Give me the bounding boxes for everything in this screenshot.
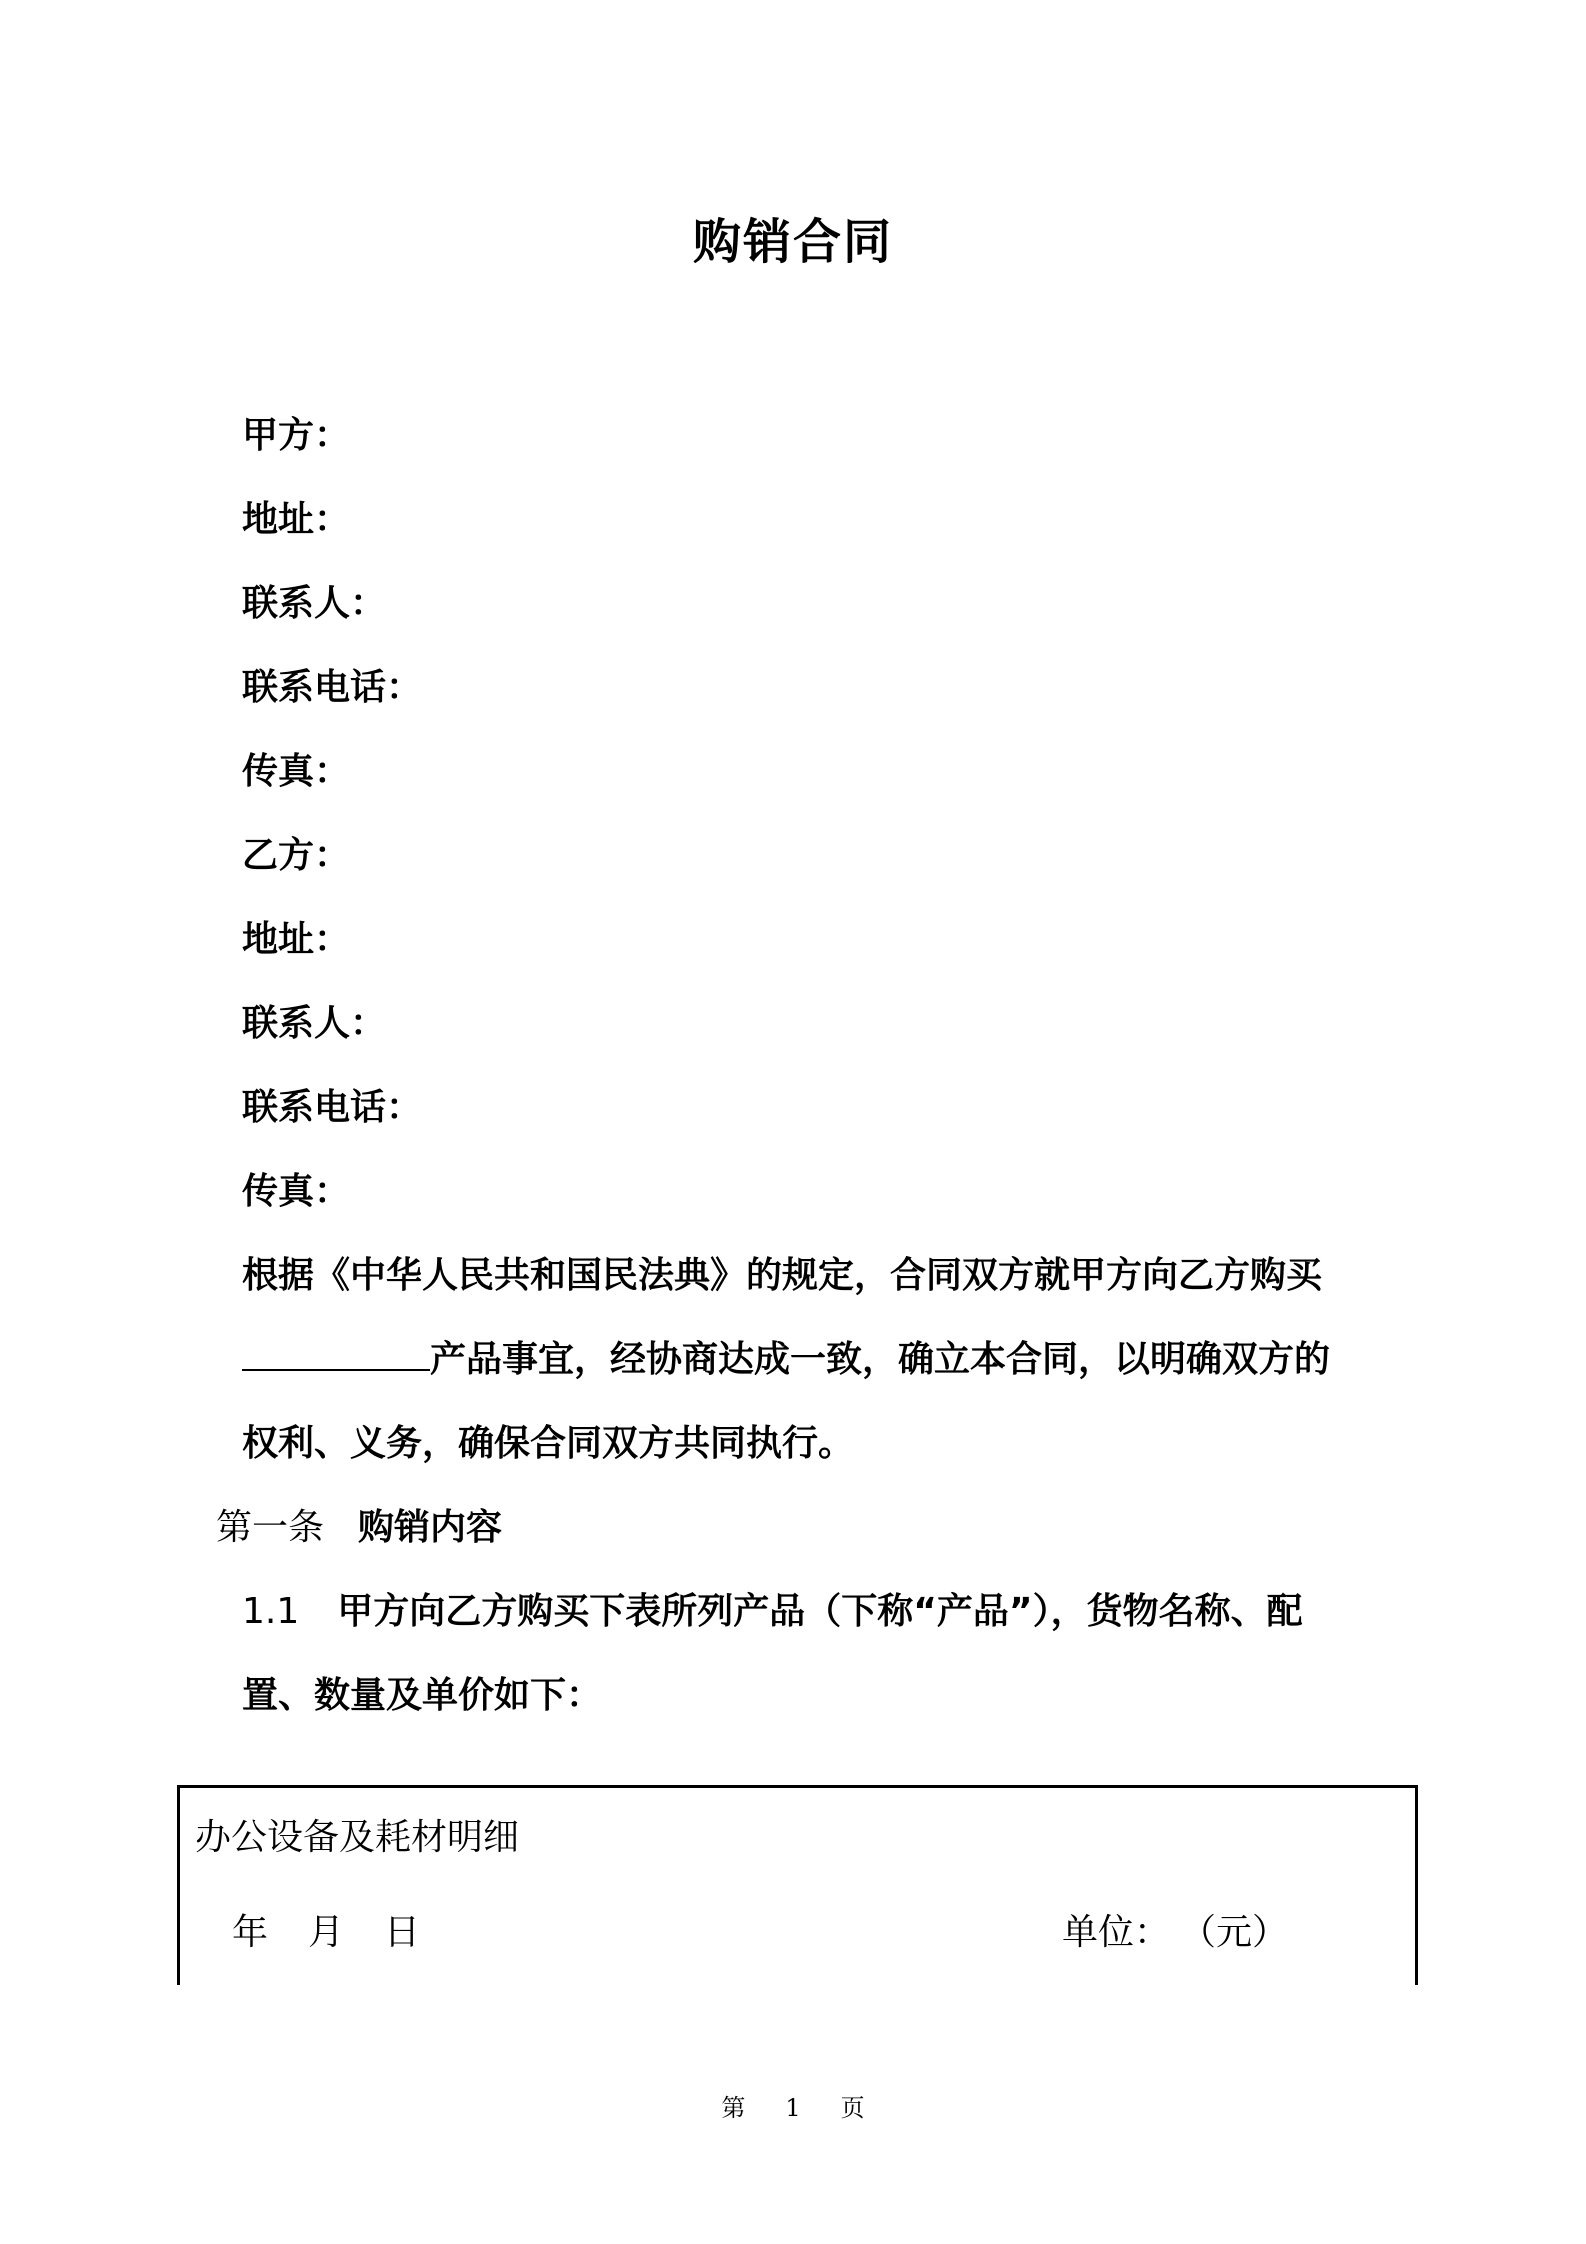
article-1-heading [216, 1506, 502, 1550]
footer-page-number: 1 [785, 2094, 801, 2122]
preamble-line-2-text: 产品事宜，经协商达成一致，确立本合同，以明确双方的 [430, 1339, 1331, 1380]
table-month-label: 月 [308, 1912, 345, 1953]
equipment-table [177, 1785, 1418, 1985]
party-b-address-label: 地址： [242, 919, 351, 960]
table-date [232, 1911, 460, 1955]
page-footer [0, 2093, 1586, 2123]
party-b-fax-label: 传真： [242, 1171, 351, 1212]
clause-1-1-line-1 [242, 1590, 1303, 1634]
product-name-blank [242, 1339, 430, 1371]
party-b-name-label: 乙方： [242, 835, 351, 876]
article-1-number: 第一条 [216, 1507, 325, 1548]
clause-1-1-number: 1.1 [242, 1591, 300, 1632]
table-day-label: 日 [384, 1912, 421, 1953]
table-year-label: 年 [232, 1912, 269, 1953]
preamble-line-3: 权利、义务，确保合同双方共同执行。 [242, 1423, 855, 1464]
party-a-fax-label: 传真： [242, 751, 351, 792]
table-unit [1062, 1911, 1288, 1955]
party-a-name-label: 甲方： [242, 415, 351, 456]
clause-1-1-text: 甲方向乙方购买下表所列产品（下称“产品”），货物名称、配 [337, 1591, 1303, 1632]
article-1-name: 购销内容 [358, 1507, 503, 1548]
clause-1-1-line-2: 置、数量及单价如下： [242, 1675, 603, 1716]
preamble-line-2 [242, 1338, 1330, 1382]
party-b-phone-label: 联系电话： [242, 1087, 423, 1128]
table-unit-label: 单位： [1062, 1912, 1171, 1953]
footer-suffix: 页 [840, 2094, 865, 2122]
preamble-line-1: 根据《中华人民共和国民法典》的规定，合同双方就甲方向乙方购买 [242, 1255, 1323, 1296]
party-a-address-label: 地址： [242, 499, 351, 540]
table-title: 办公设备及耗材明细 [195, 1817, 520, 1858]
party-a-phone-label: 联系电话： [242, 667, 423, 708]
document-title: 购销合同 [692, 214, 893, 270]
party-b-contact-label: 联系人： [242, 1003, 387, 1044]
table-unit-value: （元） [1198, 1912, 1289, 1953]
footer-prefix: 第 [721, 2094, 746, 2122]
party-a-contact-label: 联系人： [242, 583, 387, 624]
